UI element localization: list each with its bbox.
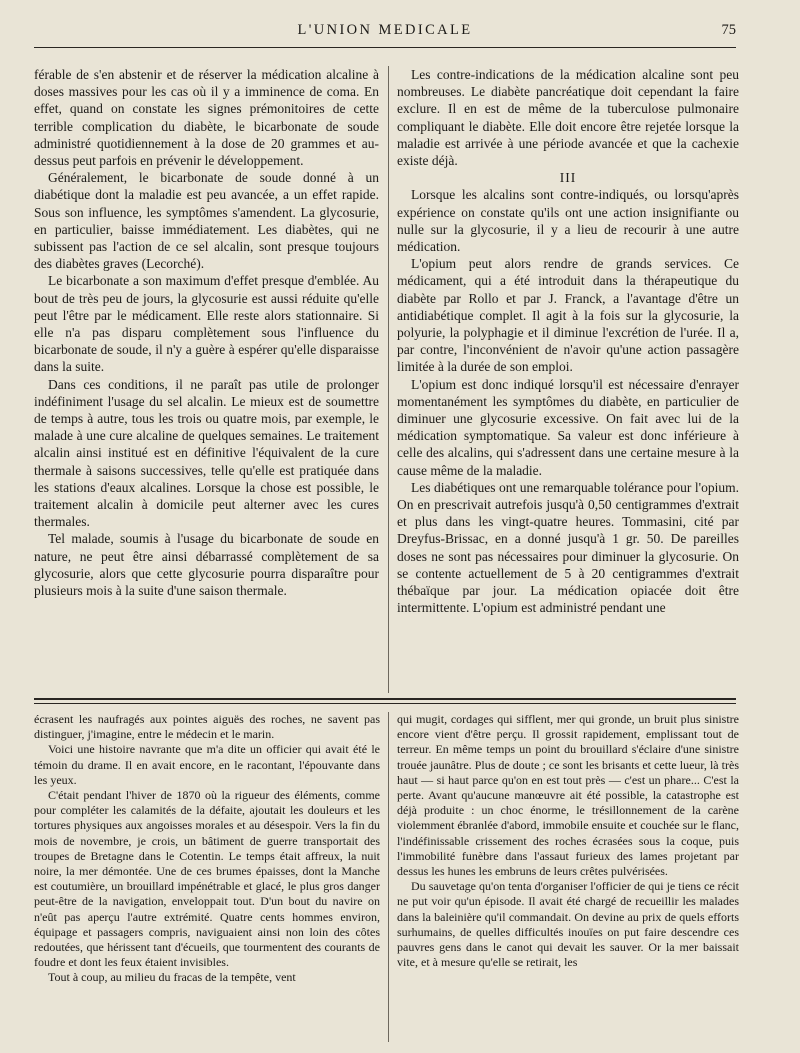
running-head xyxy=(34,22,736,44)
feuilleton-right-column xyxy=(397,712,739,1042)
article-left-column xyxy=(34,66,379,693)
feuilleton-rule xyxy=(34,698,736,700)
header-rule xyxy=(34,47,736,48)
paragraph: Voici une histoire navrante que m'a dite un officier qui avait été le témoin du drame. Il en avait encore, en le racontant, l'épouvante dans les yeux. xyxy=(34,742,380,787)
paragraph: C'était pendant l'hiver de 1870 où la rigueur des éléments, comme pour compléter les calamités de la défaite, ajoutait les douleurs et les tortures physiques aux angoisses morales et au désespoir. Vers la fin du mois de novembre, je crois, un bâtiment de guerre transportait des troupes de Bretagne dans le Cotentin. Le temps était affreux, la nuit noire, la mer démontée. Une de ces brumes épaisses, dont la Manche est coutumière, un brouillard impénétrable et glacé, le plus gros danger peut-être de la navigation, enveloppait tout. D'un bout du navire on n'eût pas aperçu l'autre extrémité. Quatre cents hommes environ, équipage et passagers compris, naviguaient ainsi non loin des côtes redoutées, que hérissent tant d'écueils, que tourmentent des courants de foudre et dont les feux étaient invisibles. xyxy=(34,788,380,970)
paragraph: qui mugit, cordages qui sifflent, mer qui gronde, un bruit plus sinistre encore vient d'être perçu. Il grossit rapidement, emplissant tout de terreur. En même temps un point du brouillard s'éclaire d'une sinistre trouée jaunâtre. Plus de doute ; ce sont les brisants et cette lueur, là très haut — si haut parce qu'on en est tout près — c'est un phare... C'est la perte. Avant qu'aucune manœuvre ait été possible, la catastrophe est déjà produite : un choc énorme, le trésillonnement de la carène violemment ébranlée d'abord, immobile ensuite et couchée sur le flanc, l'indéfinissable crissement des roches écrasées sous la coque, puis l'immobilité funèbre dans l'assaut furieux des lames projetant par dessus les hunes les embruns de leurs crêtes pulvérisées. xyxy=(397,712,739,879)
feuilleton-rule xyxy=(34,703,736,704)
paragraph: Tout à coup, au milieu du fracas de la tempête, vent xyxy=(48,970,296,985)
paragraph: Du sauvetage qu'on tenta d'organiser l'officier de qui je tiens ce récit ne put voir qu'un épisode. Il avait été chargé de recueillir les malades dans la baleinière qu'il commandait. On devine au prix de quels efforts surhumains, de quelles difficultés inouïes on put faire descendre ces pauvres gens dans le canot qui devait les sauver. Or la mer baissait vite, et à mesure qu'elle se retirait, les xyxy=(397,879,739,970)
column-divider xyxy=(388,712,389,1042)
column-divider xyxy=(388,66,389,693)
article-right-column xyxy=(397,66,739,693)
page-number: 75 xyxy=(721,22,736,38)
paragraph: Dans ces conditions, il ne paraît pas utile de prolonger indéfiniment l'usage du sel alcalin. Le mieux est de soumettre de temps à autre, tous les trois ou quatre mois, par exemple, le malade à une cure alcaline de quelques semaines. Le traitement alcalin ainsi institué est en définitive l'équivalent de la cure thermale à saisons successives, telle qu'elle est pratiquée dans les stations d'eaux alcalines. Lorsque la chose est possible, le traitement alcalin à domicile peut alterner avec les cures thermales. xyxy=(34,376,379,530)
paragraph: Le bicarbonate a son maximum d'effet presque d'emblée. Au bout de très peu de jours, la glycosurie est aussi réduite qu'elle peut l'être par le médicament. Elle reste alors stationnaire. Si elle n'a pas disparu complètement sous l'influence du bicarbonate de soude, il n'y a guère à espérer qu'elle disparaisse dans la suite. xyxy=(34,273,379,375)
paragraph: Les diabétiques ont une remarquable tolérance pour l'opium. On en prescrivait autrefois jusqu'à 0,50 centigrammes d'extrait et plus dans les vingt-quatre heures. Tommasini, cité par Dreyfus-Brissac, en a donné jusqu'à 1 gr. 50. De pareilles doses ne sont pas nécessaires pour diminuer la glycosurie. On se contente actuellement de 5 à 20 centigrammes d'extrait thébaïque par jour. La médication opiacée doit être intermittente. L'opium est administré pendant une xyxy=(397,479,739,616)
paragraph: écrasent les naufragés aux pointes aiguës des roches, ne savent pas distinguer, j'imagine, entre le médecin et le marin. xyxy=(34,712,380,742)
paragraph: L'opium est donc indiqué lorsqu'il est nécessaire d'enrayer momentanément les symptômes du diabète, en particulier de diminuer une glycosurie excessive. On fait avec lui de la médication symptomatique. Sa valeur est donc inférieure à celle des alcalins, qui s'adressent dans une certaine mesure à la cause même de la maladie. xyxy=(397,376,739,478)
paragraph: férable de s'en abstenir et de réserver la médication alcaline à doses massives pour les cas où il y a imminence de coma. En effet, quand on constate les signes prémonitoires de cette terrible complication du diabète, le bicarbonate de soude administré quotidiennement à la dose de 20 grammes et au-dessus peut parfois en prévenir le développement. xyxy=(34,67,379,169)
paragraph: Les contre-indications de la médication alcaline sont peu nombreuses. Le diabète pancréatique doit cependant la faire exclure. Il en est de même de la tuberculose pulmonaire compliquant le diabète. Elle doit encore être rejetée lorsque la maladie est arrivée à une période avancée et que la cachexie existe déjà. xyxy=(397,67,739,169)
paragraph: L'opium peut alors rendre de grands services. Ce médicament, qui a été introduit dans la thérapeutique du diabète par Rollo et par J. Franck, a l'avantage d'être un antidiabétique complet. Il agit à la fois sur la glycosurie, la polyurie, la polyphagie et il diminue l'excrétion de l'urée. Il a, par contre, l'inconvénient de n'avoir qu'une action passagère limitée à la durée de son emploi. xyxy=(397,256,739,375)
paragraph: Lorsque les alcalins sont contre-indiqués, ou lorsqu'après expérience on constate qu'ils ont une action insignifiante ou nulle sur la glycosurie, il y a lieu de recourir à une autre médication. xyxy=(397,187,739,255)
feuilleton-left-column xyxy=(34,712,380,1042)
section-numeral: III xyxy=(559,170,577,186)
journal-title: L'UNION MEDICALE xyxy=(297,22,473,38)
paragraph: Généralement, le bicarbonate de soude donné à un diabétique dont la maladie est peu avancée, a un effet rapide. Sous son influence, les symptômes s'amendent. La glycosurie, en particulier, baisse immédiatement. Les diabètes, qui ne subissent pas l'action de ce sel alcalin, sont presque toujours des diabètes graves (Lecorché). xyxy=(34,170,379,272)
paragraph: Tel malade, soumis à l'usage du bicarbonate de soude en nature, ne peut être ainsi débarrassé complètement de sa glycosurie, alors que cette glycosurie pourra disparaître pour plusieurs mois à la suite d'une saison thermale. xyxy=(34,531,379,599)
